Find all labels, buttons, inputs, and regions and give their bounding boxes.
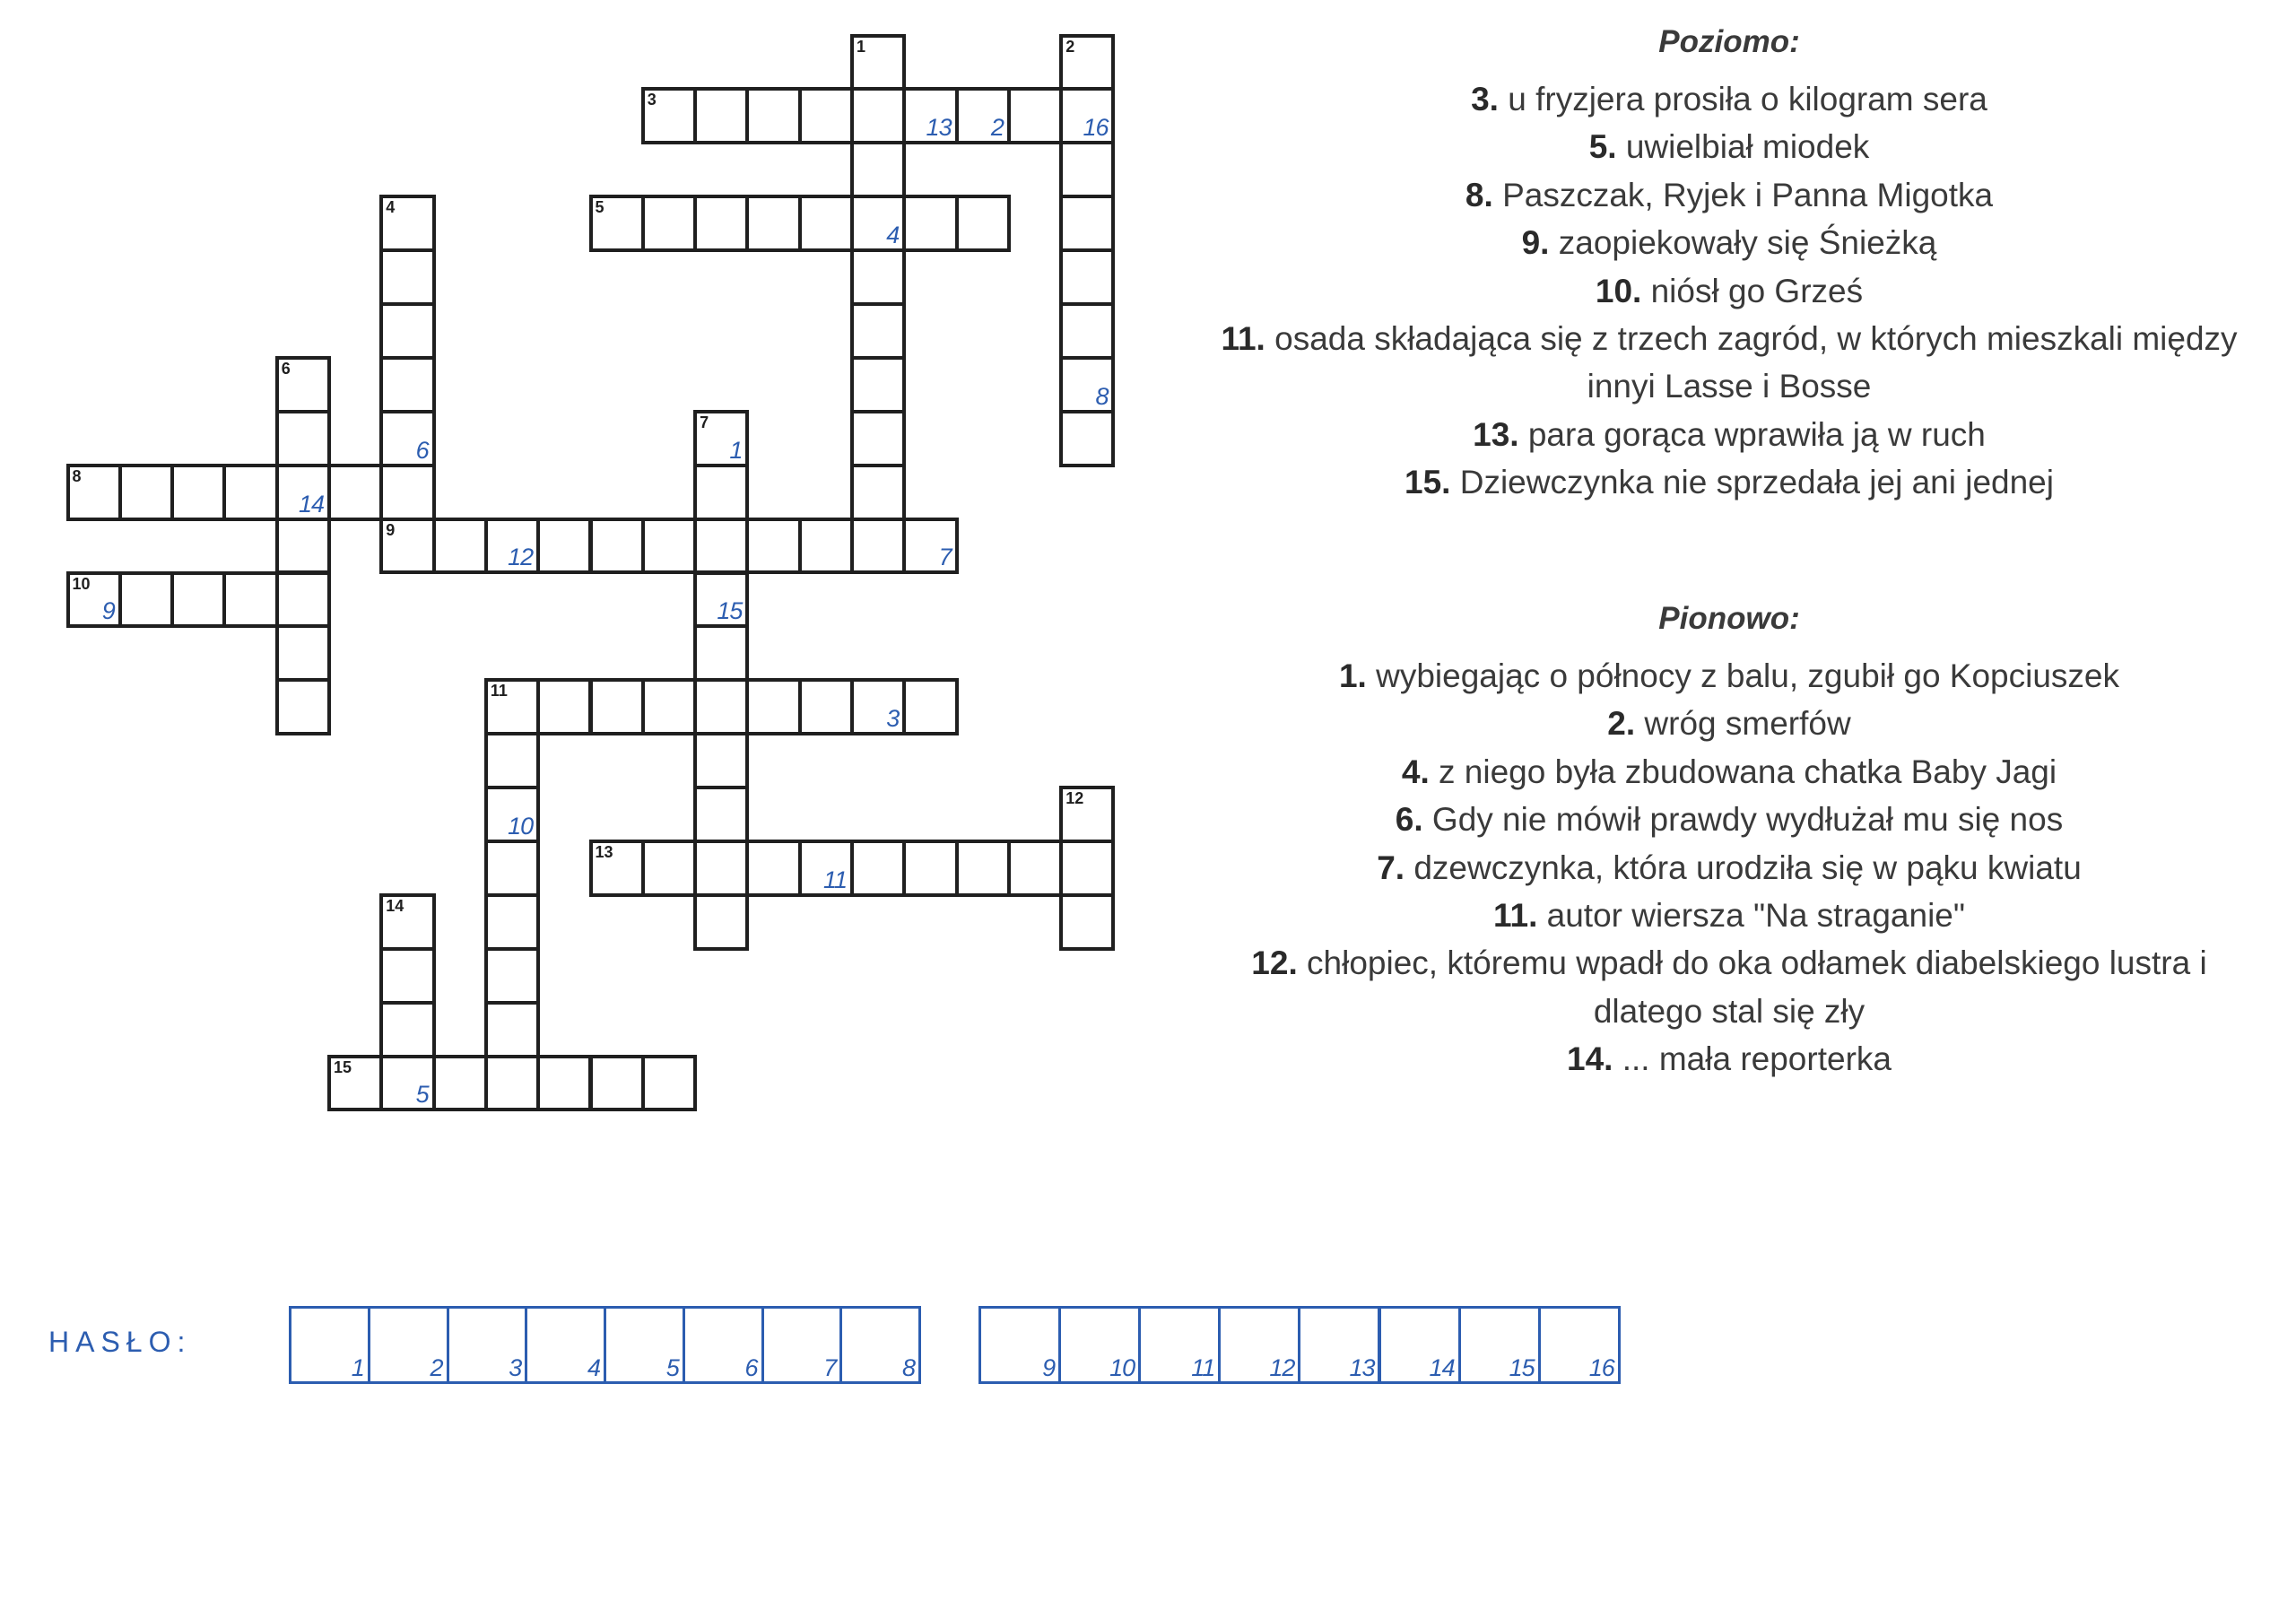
crossword-cell	[1059, 302, 1115, 360]
crossword-cell	[1059, 356, 1115, 413]
password-letter-mark: 12	[508, 544, 534, 571]
crossword-cell	[850, 678, 906, 735]
password-box-number: 1	[351, 1354, 364, 1381]
clue-text: uwielbiał miodek	[1625, 128, 1870, 166]
crossword-cell	[641, 678, 697, 735]
clue-number-label: 14.	[1567, 1040, 1613, 1078]
clue-number-label: 4.	[1401, 753, 1430, 790]
crossword-cell	[484, 947, 540, 1005]
clue-number-label: 5.	[1588, 128, 1617, 166]
across-clue	[1191, 411, 2267, 458]
password-box-number: 2	[430, 1354, 443, 1381]
password-letter-mark: 4	[886, 222, 900, 249]
password-box	[1058, 1306, 1141, 1384]
crossword-cell	[798, 195, 854, 252]
across-clue	[1191, 219, 2267, 266]
crossword-cell	[1059, 34, 1115, 91]
clue-text: z niego była zbudowana chatka Baby Jagi	[1439, 753, 2057, 790]
crossword-cell	[850, 195, 906, 252]
password-letter-mark: 8	[1095, 382, 1109, 410]
across-clue	[1191, 458, 2267, 506]
password-letter-mark: 11	[822, 866, 847, 893]
clue-number-label: 3.	[1471, 81, 1499, 117]
password-letter-mark: 2	[990, 114, 1004, 142]
clue-number: 8	[72, 466, 82, 485]
clue-number: 11	[490, 682, 508, 701]
password-label: HASŁO:	[48, 1326, 192, 1358]
clue-text: niósł go Grześ	[1650, 272, 1864, 309]
password-letter-mark: 6	[415, 436, 429, 464]
password-letter-mark: 10	[508, 812, 534, 840]
password-box-number: 9	[1042, 1354, 1056, 1381]
crossword-cell	[536, 678, 592, 735]
crossword-cell	[798, 518, 854, 575]
password-box	[839, 1306, 921, 1384]
down-clue	[1191, 1035, 2267, 1083]
password-box	[1538, 1306, 1621, 1384]
password-letter-mark: 16	[1083, 114, 1109, 142]
across-clue	[1191, 315, 2267, 362]
crossword-cell	[798, 87, 854, 144]
crossword-cell	[1059, 87, 1115, 144]
clue-number-label: 13.	[1473, 415, 1519, 453]
crossword-cell	[693, 195, 749, 252]
clue-number: 7	[700, 413, 709, 431]
crossword-cell	[693, 410, 749, 467]
clue-number: 1	[857, 37, 866, 56]
crossword-cell	[850, 356, 906, 413]
down-clue	[1191, 700, 2267, 747]
crossword-cell	[641, 1055, 697, 1112]
crossword-cell	[379, 356, 435, 413]
crossword-cell	[693, 87, 749, 144]
crossword-cell	[536, 518, 592, 575]
down-clue	[1191, 652, 2267, 700]
crossword-cell	[798, 840, 854, 897]
down-clue	[1191, 796, 2267, 843]
password-box-number: 10	[1109, 1354, 1135, 1381]
clue-number-label: 15.	[1405, 464, 1451, 501]
clue-number: 5	[595, 198, 604, 217]
crossword-cell	[693, 786, 749, 843]
crossword-cell	[275, 464, 331, 521]
crossword-cell	[536, 1055, 592, 1112]
down-clue	[1191, 939, 2267, 987]
clue-text: u fryzjera prosiła o kilogram sera	[1508, 81, 1987, 117]
crossword-cell	[955, 195, 1011, 252]
crossword-cell	[1059, 893, 1115, 951]
password-box	[1218, 1306, 1300, 1384]
crossword-cell	[850, 141, 906, 198]
crossword-cell	[1059, 248, 1115, 306]
crossword-cell	[379, 410, 435, 467]
crossword-cell	[693, 840, 749, 897]
crossword-cell	[484, 893, 540, 951]
password-box-number: 5	[665, 1354, 679, 1381]
down-heading: Pionowo:	[1658, 601, 1800, 636]
crossword-cell	[641, 840, 697, 897]
crossword-cell	[850, 34, 906, 91]
password-letter-mark: 15	[717, 597, 743, 625]
password-box	[525, 1306, 606, 1384]
crossword-cell	[589, 840, 645, 897]
crossword-cell	[275, 410, 331, 467]
crossword-cell	[850, 302, 906, 360]
password-box	[289, 1306, 370, 1384]
crossword-cell	[850, 87, 906, 144]
password-letter-mark: 9	[101, 597, 115, 625]
crossword-cell	[379, 195, 435, 252]
password-box-number: 8	[901, 1354, 915, 1381]
crossword-cell	[850, 464, 906, 521]
crossword-cell	[327, 464, 383, 521]
crossword-cell	[693, 893, 749, 951]
crossword-cell	[693, 571, 749, 629]
password-letter-mark: 1	[729, 436, 743, 464]
clue-number-label: 12.	[1251, 944, 1298, 982]
clue-number-label: 10.	[1595, 272, 1642, 309]
crossword-cell	[118, 464, 174, 521]
clue-number-label: 1.	[1338, 657, 1367, 694]
crossword-cell	[902, 87, 958, 144]
clue-text: autor wiersza "Na straganie"	[1546, 896, 1966, 934]
clue-number-label: 8.	[1465, 176, 1493, 213]
clue-text: dzewczynka, która urodziła się w pąku kwiatu	[1413, 849, 2082, 886]
across-clue	[1191, 75, 2267, 123]
crossword-cell	[641, 195, 697, 252]
password-box	[1298, 1306, 1380, 1384]
crossword-cell	[589, 518, 645, 575]
crossword-cell	[275, 678, 331, 735]
clue-text: ... mała reporterka	[1622, 1040, 1892, 1078]
clue-number: 6	[281, 359, 291, 378]
crossword-cell	[693, 732, 749, 789]
password-letter-mark: 5	[415, 1081, 429, 1109]
crossword-cell	[693, 624, 749, 682]
clue-number-label: 11.	[1492, 896, 1538, 934]
crossword-cell	[327, 1055, 383, 1112]
clue-number: 14	[386, 896, 404, 915]
clue-text: chłopiec, któremu wpadł do oka odłamek diabelskiego lustra i	[1307, 944, 2207, 982]
crossword-cell	[693, 464, 749, 521]
crossword-cell	[693, 518, 749, 575]
crossword-cell	[379, 248, 435, 306]
password-box	[447, 1306, 528, 1384]
crossword-cell	[222, 464, 278, 521]
crossword-cell	[589, 678, 645, 735]
password-box-number: 4	[587, 1354, 600, 1381]
password-box-number: 3	[509, 1354, 522, 1381]
crossword-cell	[379, 1055, 435, 1112]
password-box	[978, 1306, 1061, 1384]
crossword-cell	[484, 1001, 540, 1058]
clue-number: 10	[72, 574, 91, 593]
password-box-number: 15	[1509, 1354, 1535, 1381]
crossword-cell	[1059, 786, 1115, 843]
crossword-cell	[902, 518, 958, 575]
clue-number: 9	[386, 520, 396, 539]
crossword-cell	[955, 87, 1011, 144]
across-clues	[1191, 18, 2267, 507]
crossword-cell	[432, 1055, 488, 1112]
clue-number: 13	[595, 843, 613, 861]
down-clue	[1191, 748, 2267, 796]
password-box-number: 7	[823, 1354, 837, 1381]
crossword-cell	[902, 195, 958, 252]
crossword-cell	[484, 732, 540, 789]
crossword-cell	[484, 1055, 540, 1112]
crossword-cell	[484, 786, 540, 843]
crossword-cell	[484, 518, 540, 575]
crossword-cell	[641, 518, 697, 575]
crossword-cell	[798, 678, 854, 735]
password-box	[761, 1306, 843, 1384]
crossword-cell	[745, 195, 801, 252]
crossword-cell	[902, 840, 958, 897]
crossword-cell	[693, 678, 749, 735]
password-box-number: 11	[1191, 1354, 1215, 1381]
crossword-cell	[66, 571, 122, 629]
crossword-cell	[275, 624, 331, 682]
crossword-cell	[902, 678, 958, 735]
crossword-grid	[0, 0, 1130, 1130]
crossword-cell	[484, 840, 540, 897]
crossword-cell	[1007, 840, 1063, 897]
password-box-number: 6	[744, 1354, 758, 1381]
password-box-number: 12	[1269, 1354, 1295, 1381]
clue-number-label: 11.	[1221, 319, 1265, 357]
down-clue	[1191, 844, 2267, 892]
crossword-cell	[1007, 87, 1063, 144]
clue-text: wróg smerfów	[1644, 705, 1851, 743]
clue-text: zaopiekowały się Śnieżką	[1558, 224, 1937, 262]
crossword-cell	[222, 571, 278, 629]
clue-text: Dziewczynka nie sprzedała jej ani jednej	[1459, 464, 2054, 501]
clue-text: osada składająca się z trzech zagród, w których mieszkali między	[1274, 319, 2238, 357]
crossword-cell	[1059, 195, 1115, 252]
clue-text: Gdy nie mówił prawdy wydłużał mu się nos	[1431, 801, 2064, 839]
down-clue	[1191, 892, 2267, 939]
clue-number-label: 2.	[1607, 705, 1636, 743]
across-clue	[1191, 267, 2267, 315]
crossword-cell	[745, 678, 801, 735]
crossword-cell	[379, 464, 435, 521]
down-clues	[1191, 595, 2267, 1083]
password-box	[1138, 1306, 1221, 1384]
password-box	[604, 1306, 685, 1384]
clue-number: 15	[334, 1057, 352, 1076]
crossword-cell	[641, 87, 697, 144]
crossword-cell	[955, 840, 1011, 897]
clue-number-label: 9.	[1521, 224, 1550, 262]
crossword-cell	[850, 518, 906, 575]
clue-text: para gorąca wprawiła ją w ruch	[1527, 415, 1986, 453]
clue-number: 4	[386, 198, 396, 217]
password-box-number: 13	[1349, 1354, 1375, 1381]
across-clue-continuation: innyi Lasse i Bosse	[1587, 368, 1872, 405]
crossword-cell	[379, 302, 435, 360]
clue-number-label: 6.	[1395, 801, 1423, 839]
crossword-cell	[850, 410, 906, 467]
crossword-cell	[484, 678, 540, 735]
across-heading: Poziomo:	[1658, 24, 1800, 59]
crossword-cell	[379, 518, 435, 575]
clue-number: 2	[1065, 37, 1075, 56]
crossword-cell	[379, 893, 435, 951]
crossword-cell	[432, 518, 488, 575]
across-clue	[1191, 123, 2267, 170]
crossword-cell	[118, 571, 174, 629]
across-clue	[1191, 171, 2267, 219]
crossword-cell	[275, 356, 331, 413]
clue-text: wybiegając o północy z balu, zgubił go Kopciuszek	[1376, 657, 2120, 694]
crossword-cell	[745, 840, 801, 897]
crossword-cell	[379, 947, 435, 1005]
password-box-number: 16	[1588, 1354, 1614, 1381]
password-letter-mark: 3	[886, 705, 900, 733]
crossword-cell	[1059, 840, 1115, 897]
down-clue-continuation: dlatego stal się zły	[1593, 992, 1866, 1030]
password-box-number: 14	[1429, 1354, 1455, 1381]
crossword-cell	[275, 518, 331, 575]
password-box	[368, 1306, 449, 1384]
clue-text: Paszczak, Ryjek i Panna Migotka	[1502, 176, 1994, 213]
crossword-cell	[850, 840, 906, 897]
crossword-cell	[275, 571, 331, 629]
password-letter-mark: 7	[938, 544, 952, 571]
crossword-cell	[66, 464, 122, 521]
crossword-cell	[379, 1001, 435, 1058]
clue-number-label: 7.	[1377, 849, 1405, 886]
crossword-cell	[1059, 141, 1115, 198]
password-box	[1458, 1306, 1541, 1384]
crossword-cell	[850, 248, 906, 306]
crossword-cell	[745, 518, 801, 575]
crossword-cell	[589, 1055, 645, 1112]
password-box	[1378, 1306, 1461, 1384]
crossword-cell	[170, 464, 226, 521]
crossword-cell	[589, 195, 645, 252]
clue-number: 3	[647, 91, 657, 109]
password-box	[683, 1306, 764, 1384]
crossword-cell	[745, 87, 801, 144]
password-letter-mark: 13	[926, 114, 952, 142]
crossword-cell	[1059, 410, 1115, 467]
crossword-cell	[170, 571, 226, 629]
password-letter-mark: 14	[298, 490, 324, 518]
clue-number: 12	[1065, 789, 1084, 808]
